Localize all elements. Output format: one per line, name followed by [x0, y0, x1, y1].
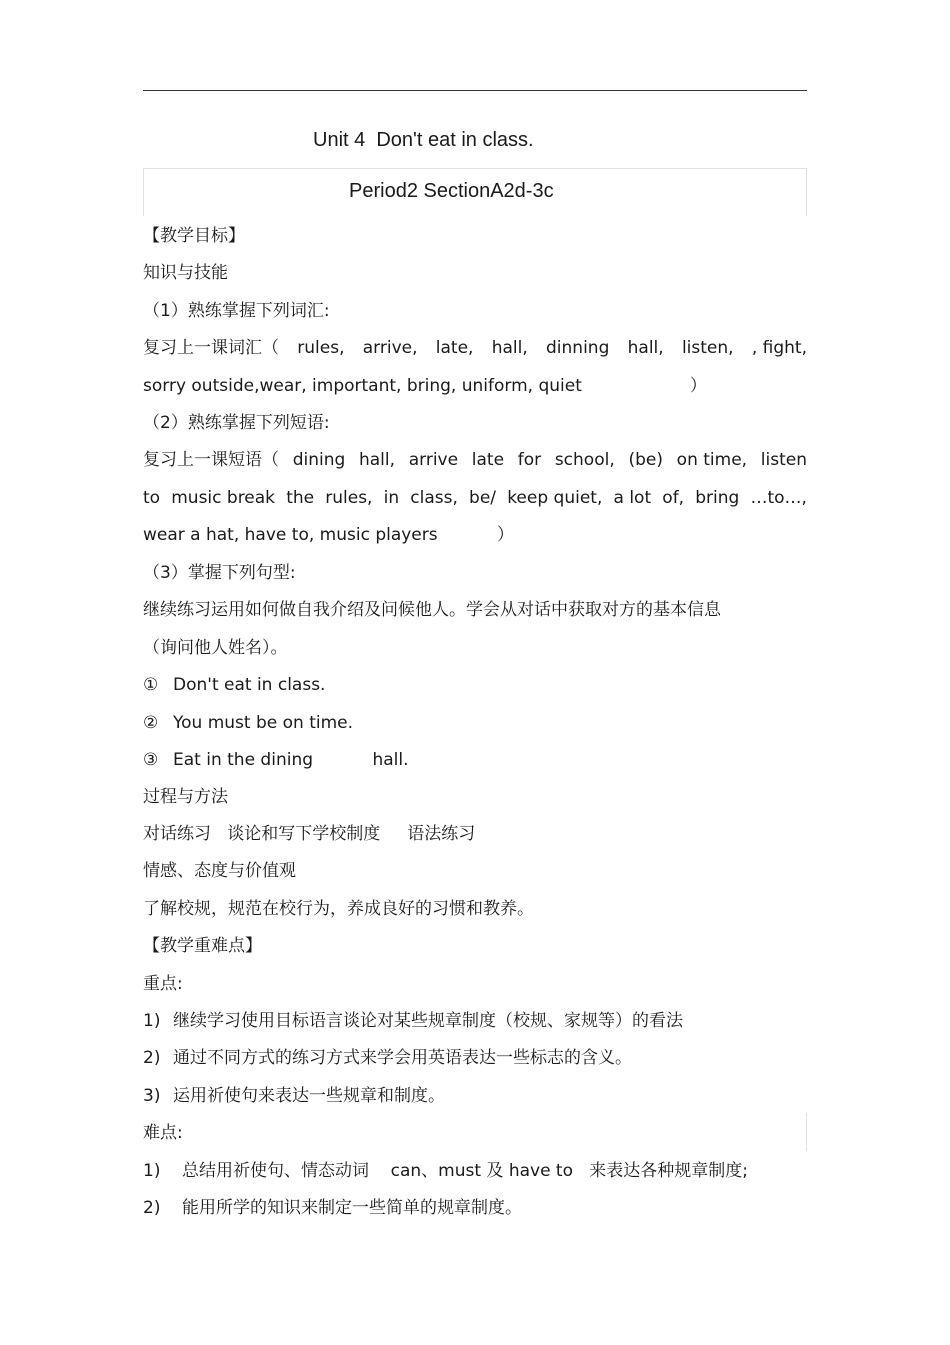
phrase-line-1: [143, 449, 807, 471]
phrase-word: …to…,: [750, 488, 807, 508]
sentence-marker: ①: [143, 675, 159, 695]
phrase-word: on time,: [676, 450, 748, 470]
sentence-text: Don't eat in class.: [173, 675, 326, 695]
difficulty-text: 能用所学的知识来制定一些简单的规章制度。: [182, 1198, 522, 1218]
phrase-word: in: [383, 488, 400, 508]
emotion-text: 了解校规，规范在校行为，养成良好的习惯和教养。: [143, 899, 534, 919]
sentence-item: [143, 749, 807, 771]
phrase-word: 复习上一课短语（: [143, 450, 279, 470]
focus-item: [143, 1010, 807, 1032]
focus-number: 1): [143, 1011, 161, 1031]
phrase-word: hall,: [358, 450, 396, 470]
vocab-word: arrive,: [362, 338, 418, 358]
difficulty-number: 2): [143, 1198, 161, 1218]
page-title: Unit 4 Don't eat in class.: [313, 129, 534, 151]
phrase-word: a lot: [613, 488, 652, 508]
sentence-item: [143, 712, 807, 734]
period-subtitle: Period2 SectionA2d-3c: [349, 180, 554, 202]
subtitle-box-top: [143, 168, 807, 169]
phrase-heading: （2）熟练掌握下列短语:: [143, 413, 330, 433]
phrase-word: school,: [554, 450, 615, 470]
top-rule: [143, 90, 807, 91]
phrase-word: to: [143, 488, 161, 508]
focus-text: 通过不同方式的练习方式来学会用英语表达一些标志的含义。: [173, 1048, 632, 1068]
phrase-word: of,: [662, 488, 685, 508]
vocab-word: listen,: [681, 338, 734, 358]
phrase-word: keep quiet,: [507, 488, 603, 508]
vocab-heading: （1）熟练掌握下列词汇:: [143, 301, 330, 321]
difficulty-number: 1): [143, 1161, 161, 1181]
focus-text: 继续学习使用目标语言谈论对某些规章制度（校规、家规等）的看法: [173, 1011, 683, 1031]
focus-heading: 重点:: [143, 974, 183, 994]
phrase-line-2: [143, 487, 807, 509]
phrase-word: for: [517, 450, 542, 470]
phrase-word: dining: [292, 450, 346, 470]
focus-number: 2): [143, 1048, 161, 1068]
phrase-word: listen: [760, 450, 807, 470]
phrase-word: music break: [171, 488, 276, 508]
sentence-marker: ③: [143, 750, 159, 770]
phrase-word: be/: [469, 488, 497, 508]
sentence-intro-2: （询问他人姓名）。: [143, 638, 288, 658]
focus-item: [143, 1047, 807, 1069]
emotion-heading: 情感、态度与价值观: [143, 861, 296, 881]
vocab-word: , fight,: [751, 338, 807, 358]
subtitle-box-right: [806, 168, 807, 216]
knowledge-heading: 知识与技能: [143, 263, 228, 283]
phrase-word: late: [471, 450, 505, 470]
sentence-heading: （3）掌握下列句型:: [143, 563, 296, 583]
phrase-word: (be): [628, 450, 663, 470]
focus-number: 3): [143, 1086, 161, 1106]
process-heading: 过程与方法: [143, 787, 228, 807]
vocab-word: rules,: [297, 338, 345, 358]
phrase-word: bring: [695, 488, 740, 508]
vocab-line-1: [143, 337, 807, 359]
sentence-intro-1: 继续练习运用如何做自我介绍及问候他人。学会从对话中获取对方的基本信息: [143, 600, 721, 620]
phrase-word: the: [286, 488, 315, 508]
difficulty-heading: 难点:: [143, 1123, 183, 1143]
objectives-heading: 【教学目标】: [143, 226, 245, 246]
phrase-word: class,: [410, 488, 458, 508]
focus-text: 运用祈使句来表达一些规章和制度。: [173, 1086, 445, 1106]
subtitle-box-left: [143, 168, 144, 216]
phrase-word: arrive: [408, 450, 459, 470]
difficulty-text: 总结用祈使句、情态动词 can、must 及 have to 来表达各种规章制度;: [182, 1161, 748, 1181]
vocab-word: late,: [435, 338, 474, 358]
vocab-word: dinning: [546, 338, 610, 358]
difficulty-item: [143, 1160, 807, 1182]
sentence-item: [143, 674, 807, 696]
difficulty-item: [143, 1197, 807, 1219]
vocab-word: hall,: [491, 338, 528, 358]
process-text: 对话练习 谈论和写下学校制度 语法练习: [143, 824, 476, 844]
sentence-text: You must be on time.: [173, 713, 354, 733]
phrase-word: rules,: [325, 488, 373, 508]
key-points-heading: 【教学重难点】: [143, 936, 262, 956]
phrase-line-3: wear a hat, have to, music players ）: [143, 525, 515, 545]
sentence-text: Eat in the dining hall.: [173, 750, 409, 770]
sentence-marker: ②: [143, 713, 159, 733]
vocab-word: 复习上一课词汇（: [143, 338, 279, 358]
focus-item: [143, 1085, 807, 1107]
vocab-word: hall,: [627, 338, 664, 358]
vocab-line-2: sorry outside,wear, important, bring, uniform, quiet ）: [143, 376, 707, 396]
